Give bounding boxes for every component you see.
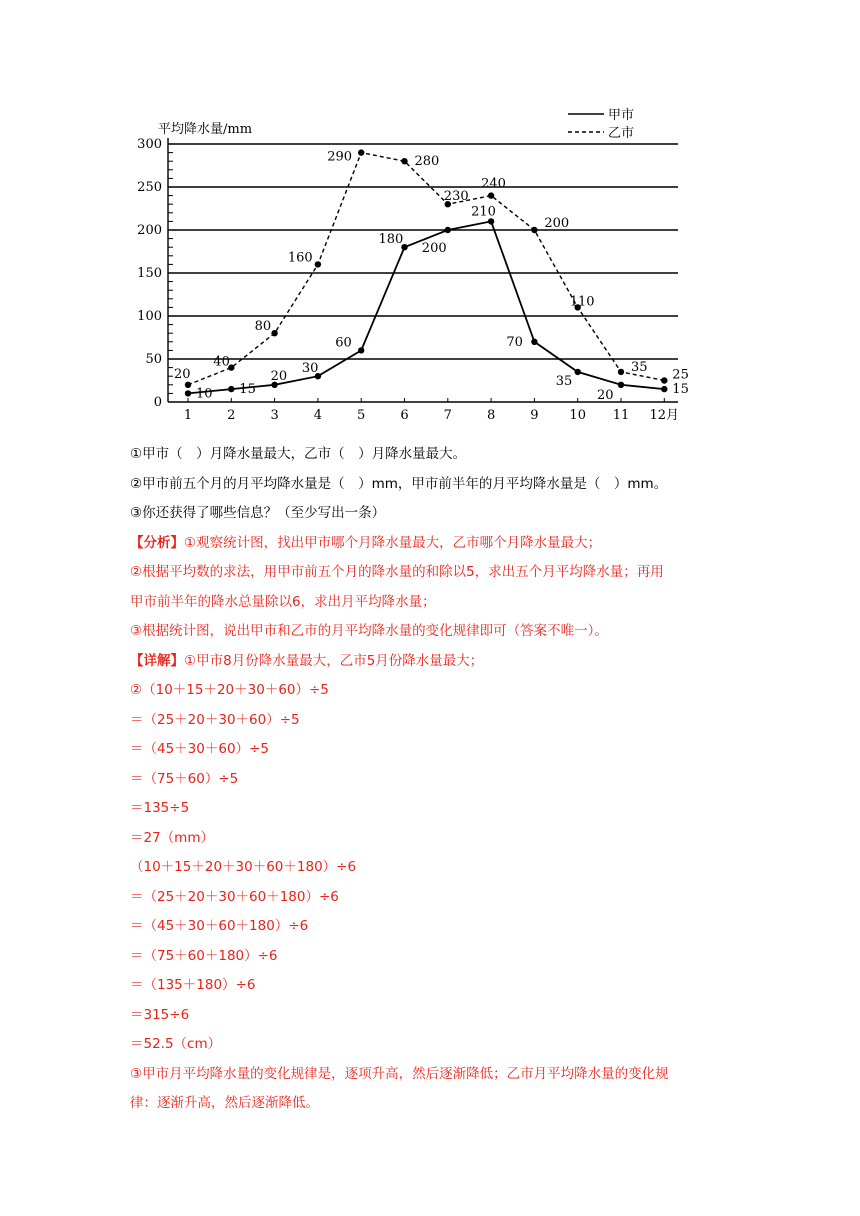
series-1-point-10	[575, 369, 581, 375]
calc-line-5: ＝135÷5	[130, 800, 190, 816]
calc-line-4: ＝（75＋60）÷5	[130, 770, 239, 787]
x-tick-label-9: 9	[530, 408, 539, 423]
analysis-text-1: ①观察统计图，找出甲市哪个月降水量最大，乙市哪个月降水量最大；	[184, 534, 602, 551]
analysis-tag: 【分析】	[130, 534, 184, 551]
series-2-label-7: 230	[443, 189, 469, 205]
calc-line-10: ＝（75＋60＋180）÷6	[130, 947, 278, 964]
calc-line-6: ＝27（mm）	[130, 829, 214, 846]
legend	[568, 108, 634, 141]
series-1-point-1	[185, 390, 191, 396]
x-tick-label-3: 3	[270, 408, 279, 423]
x-tick-label-11: 11	[612, 408, 630, 423]
calc-line-7: （10＋15＋20＋30＋60＋180）÷6	[130, 859, 357, 875]
y-tick-label-300: 300	[137, 137, 162, 152]
series-2-label-11: 35	[631, 359, 648, 375]
series-1-label-9: 70	[506, 334, 523, 350]
series-2-point-6	[401, 158, 407, 164]
series-2-label-10: 110	[569, 294, 595, 310]
series-2-label-4: 160	[287, 250, 313, 266]
series-1-label-3: 20	[270, 368, 288, 384]
series-1-point-11	[618, 382, 624, 388]
x-tick-label-6: 6	[400, 408, 409, 423]
text-body	[130, 440, 770, 1119]
series-2-point-1	[185, 382, 191, 388]
y-tick-label-150: 150	[137, 266, 162, 281]
analysis-line-2b: 甲市前半年的降水总量除以6，求出月平均降水量；	[130, 593, 436, 610]
x-tick-label-2: 2	[227, 408, 236, 423]
series-2-point-8	[488, 192, 494, 198]
analysis-line-2a: ②根据平均数的求法，用甲市前五个月的降水量的和除以5，求出五个月平均降水量；再用	[130, 564, 664, 580]
series-2-label-3: 80	[254, 319, 272, 335]
series-1-label-8: 210	[471, 204, 496, 220]
y-tick-label-100: 100	[137, 309, 162, 324]
calc-line-1: ②（10＋15＋20＋30＋60）÷5	[130, 682, 329, 698]
series-1-label-6: 180	[378, 232, 404, 248]
series-1-point-7	[445, 227, 451, 233]
series-2-label-12: 25	[672, 367, 689, 383]
x-tick-label-5: 5	[357, 408, 366, 423]
calc-line-12: ＝315÷6	[130, 1006, 190, 1023]
calc-line-11: ＝（135＋180）÷6	[130, 977, 256, 993]
series-2-point-3	[271, 330, 277, 336]
calc-line-8: ＝（25＋20＋30＋60＋180）÷6	[130, 888, 339, 905]
series-2-label-9: 200	[544, 216, 570, 231]
y-tick-label-0: 0	[153, 395, 162, 410]
calc-line-13: ＝52.5（cm）	[130, 1036, 222, 1052]
series-2-point-9	[531, 227, 537, 233]
axes	[168, 138, 678, 402]
series-2	[174, 149, 689, 388]
x-tick-label-12: 12月	[649, 408, 680, 423]
question-3: ③你还获得了哪些信息？（至少写出一条）	[130, 505, 386, 521]
legend-label-2: 乙市	[608, 126, 635, 141]
calc-line-9: ＝（45＋30＋60＋180）÷6	[130, 918, 309, 934]
series-1-label-2: 15	[239, 382, 256, 398]
detail-line-1	[130, 647, 770, 677]
calc-line-2: ＝（25＋20＋30＋60）÷5	[130, 711, 300, 728]
calc-line-3: ＝（45＋30＋60）÷5	[130, 741, 269, 757]
series-1-point-9	[531, 339, 537, 345]
x-tick-label-7: 7	[443, 408, 452, 423]
series-2-point-5	[358, 149, 364, 155]
rainfall-line-chart	[130, 100, 690, 430]
series-1-label-1: 10	[196, 386, 213, 402]
series-2-point-12	[661, 377, 667, 383]
series-1-point-5	[358, 347, 364, 353]
detail-tag: 【详解】	[130, 652, 184, 669]
series-2-point-4	[315, 261, 321, 267]
series-1-label-10: 35	[555, 373, 573, 389]
series-2-label-1: 20	[174, 366, 191, 382]
series-2-label-6: 280	[414, 154, 440, 170]
x-tick-label-4: 4	[313, 408, 323, 423]
series-2-point-11	[618, 369, 624, 375]
x-tick-label-1: 1	[183, 408, 193, 423]
y-tick-labels	[137, 137, 162, 410]
x-tick-label-10: 10	[569, 408, 586, 423]
y-tick-label-50: 50	[145, 352, 162, 367]
question-1: ①甲市（ ）月降水量最大，乙市（ ）月降水量最大。	[130, 446, 467, 462]
series-2-label-8: 240	[481, 176, 506, 192]
series-2-label-5: 290	[327, 149, 353, 165]
calculation-lines	[130, 676, 770, 1060]
analysis-line-3: ③根据统计图，说出甲市和乙市的月平均降水量的变化规律即可（答案不唯一）。	[130, 623, 608, 639]
y-axis-label: 平均降水量/mm	[158, 122, 253, 137]
x-tick-labels	[184, 408, 679, 423]
series-1-point-12	[661, 386, 667, 392]
series-1-label-11: 20	[597, 387, 614, 403]
detail-line-3b: 律：逐渐升高，然后逐渐降低。	[130, 1095, 319, 1111]
series-1-label-5: 60	[335, 335, 352, 351]
series-1-label-4: 30	[301, 361, 319, 377]
detail-line-3a: ③甲市月平均降水量的变化规律是，逐项升高，然后逐渐降低；乙市月平均降水量的变化规	[130, 1065, 669, 1082]
y-tick-label-200: 200	[137, 223, 162, 238]
analysis-line-1	[130, 529, 770, 559]
detail-text-1: ①甲市8月份降水量最大，乙市5月份降水量最大；	[184, 652, 484, 669]
series-1-point-2	[228, 386, 234, 392]
y-tick-label-250: 250	[137, 180, 162, 195]
x-tick-label-8: 8	[486, 408, 496, 423]
series-1-label-12: 15	[672, 382, 689, 398]
series-2-label-2: 40	[213, 354, 230, 370]
series-1-label-7: 200	[421, 241, 447, 256]
question-2: ②甲市前五个月的月平均降水量是（ ）mm，甲市前半年的月平均降水量是（ ）mm。	[130, 475, 668, 492]
legend-label-1: 甲市	[608, 108, 635, 123]
series-1	[185, 204, 689, 402]
